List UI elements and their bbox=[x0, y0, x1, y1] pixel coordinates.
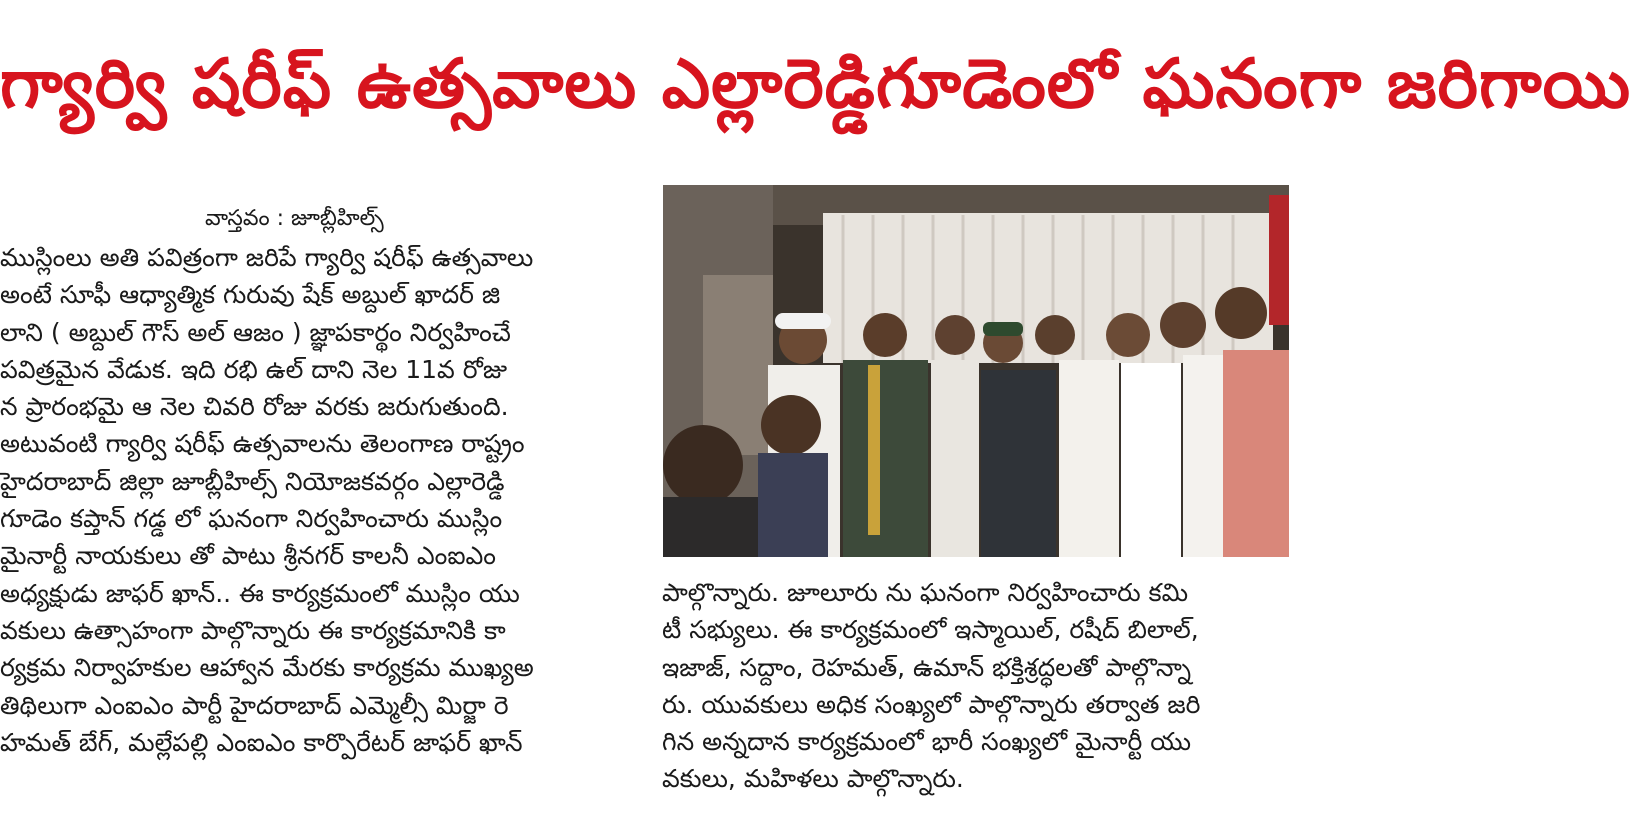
text-line: పాల్గొన్నారు. జూలూరు ను ఘనంగా నిర్వహించారు కమి bbox=[662, 578, 1189, 607]
text-line: రు. యువకులు అధిక సంఖ్యలో పాల్గొన్నారు తర్వాత జరి bbox=[662, 689, 1201, 719]
text-line: మైనార్టీ నాయకులు తో పాటు శ్రీనగర్ కాలనీ ఎంఐఎం bbox=[0, 541, 496, 571]
event-photo-illustration bbox=[663, 185, 1289, 557]
text-line: న ప్రారంభమై ఆ నెల చివరి రోజు వరకు జరుగుతుంది. bbox=[0, 392, 509, 422]
text-line: గిన అన్నదాన కార్యక్రమంలో భారీ సంఖ్యలో మైనార్టీ యు bbox=[662, 727, 1192, 757]
dateline: వాస్తవం : జూబ్లీహిల్స్ bbox=[205, 206, 384, 231]
text-line: అంటే సూఫీ ఆధ్యాత్మిక గురువు షేక్ అబ్దుల్ ఖాదర్ జి bbox=[0, 280, 501, 310]
text-line: అధ్యక్షుడు జాఫర్ ఖాన్.. ఈ కార్యక్రమంలో ముస్లిం యు bbox=[0, 578, 520, 608]
article-column-right bbox=[662, 574, 1292, 798]
text-line: ఇజాజ్, సద్దాం, రెహమత్, ఉమాన్ భక్తిశ్రద్ధలతో పాల్గొన్నా bbox=[662, 652, 1192, 682]
text-line: టీ సభ్యులు. ఈ కార్యక్రమంలో ఇస్మాయిల్, రషీద్ బిలాల్, bbox=[662, 615, 1199, 645]
event-photo bbox=[663, 185, 1289, 557]
text-line: హైదరాబాద్ జిల్లా జూబ్లీహిల్స్ నియోజకవర్గం ఎల్లారెడ్డి bbox=[0, 466, 505, 496]
text-line: హమత్ బేగ్, మల్లేపల్లి ఎంఐఎం కార్పొరేటర్ జాఫర్ ఖాన్ bbox=[0, 727, 523, 757]
text-line: ర్యక్రమ నిర్వాహకుల ఆహ్వాన మేరకు కార్యక్రమ ముఖ్యఅ bbox=[0, 653, 534, 683]
text-line: ముస్లింలు అతి పవిత్రంగా జరిపే గ్యార్వి షరీఫ్ ఉత్సవాలు bbox=[0, 243, 534, 272]
text-line: లాని ( అబ్దుల్ గౌస్ అల్ ఆజం ) జ్ఞాపకార్థం నిర్వహించే bbox=[0, 317, 511, 347]
text-line: వకులు ఉత్సాహంగా పాల్గొన్నారు ఈ కార్యక్రమానికి కా bbox=[0, 615, 506, 645]
article-column-left bbox=[0, 239, 630, 761]
text-line: పవిత్రమైన వేడుక. ఇది రభి ఉల్ దాని నెల 11వ రోజు bbox=[0, 354, 508, 384]
text-line: అటువంటి గ్యార్వి షరీఫ్ ఉత్సవాలను తెలంగాణ రాష్ట్రం bbox=[0, 429, 525, 459]
text-line: గూడెం కప్తాన్ గడ్డ లో ఘనంగా నిర్వహించారు ముస్లిం bbox=[0, 504, 503, 534]
headline: గ్యార్వి షరీఫ్ ఉత్సవాలు ఎల్లారెడ్డిగూడెంలో ఘనంగా జరిగాయి bbox=[0, 45, 1631, 124]
text-line: వకులు, మహిళలు పాల్గొన్నారు. bbox=[662, 764, 964, 794]
text-line: తిథిలుగా ఎంఐఎం పార్టీ హైదరాబాద్ ఎమ్మెల్సీ మిర్జా రె bbox=[0, 690, 509, 720]
